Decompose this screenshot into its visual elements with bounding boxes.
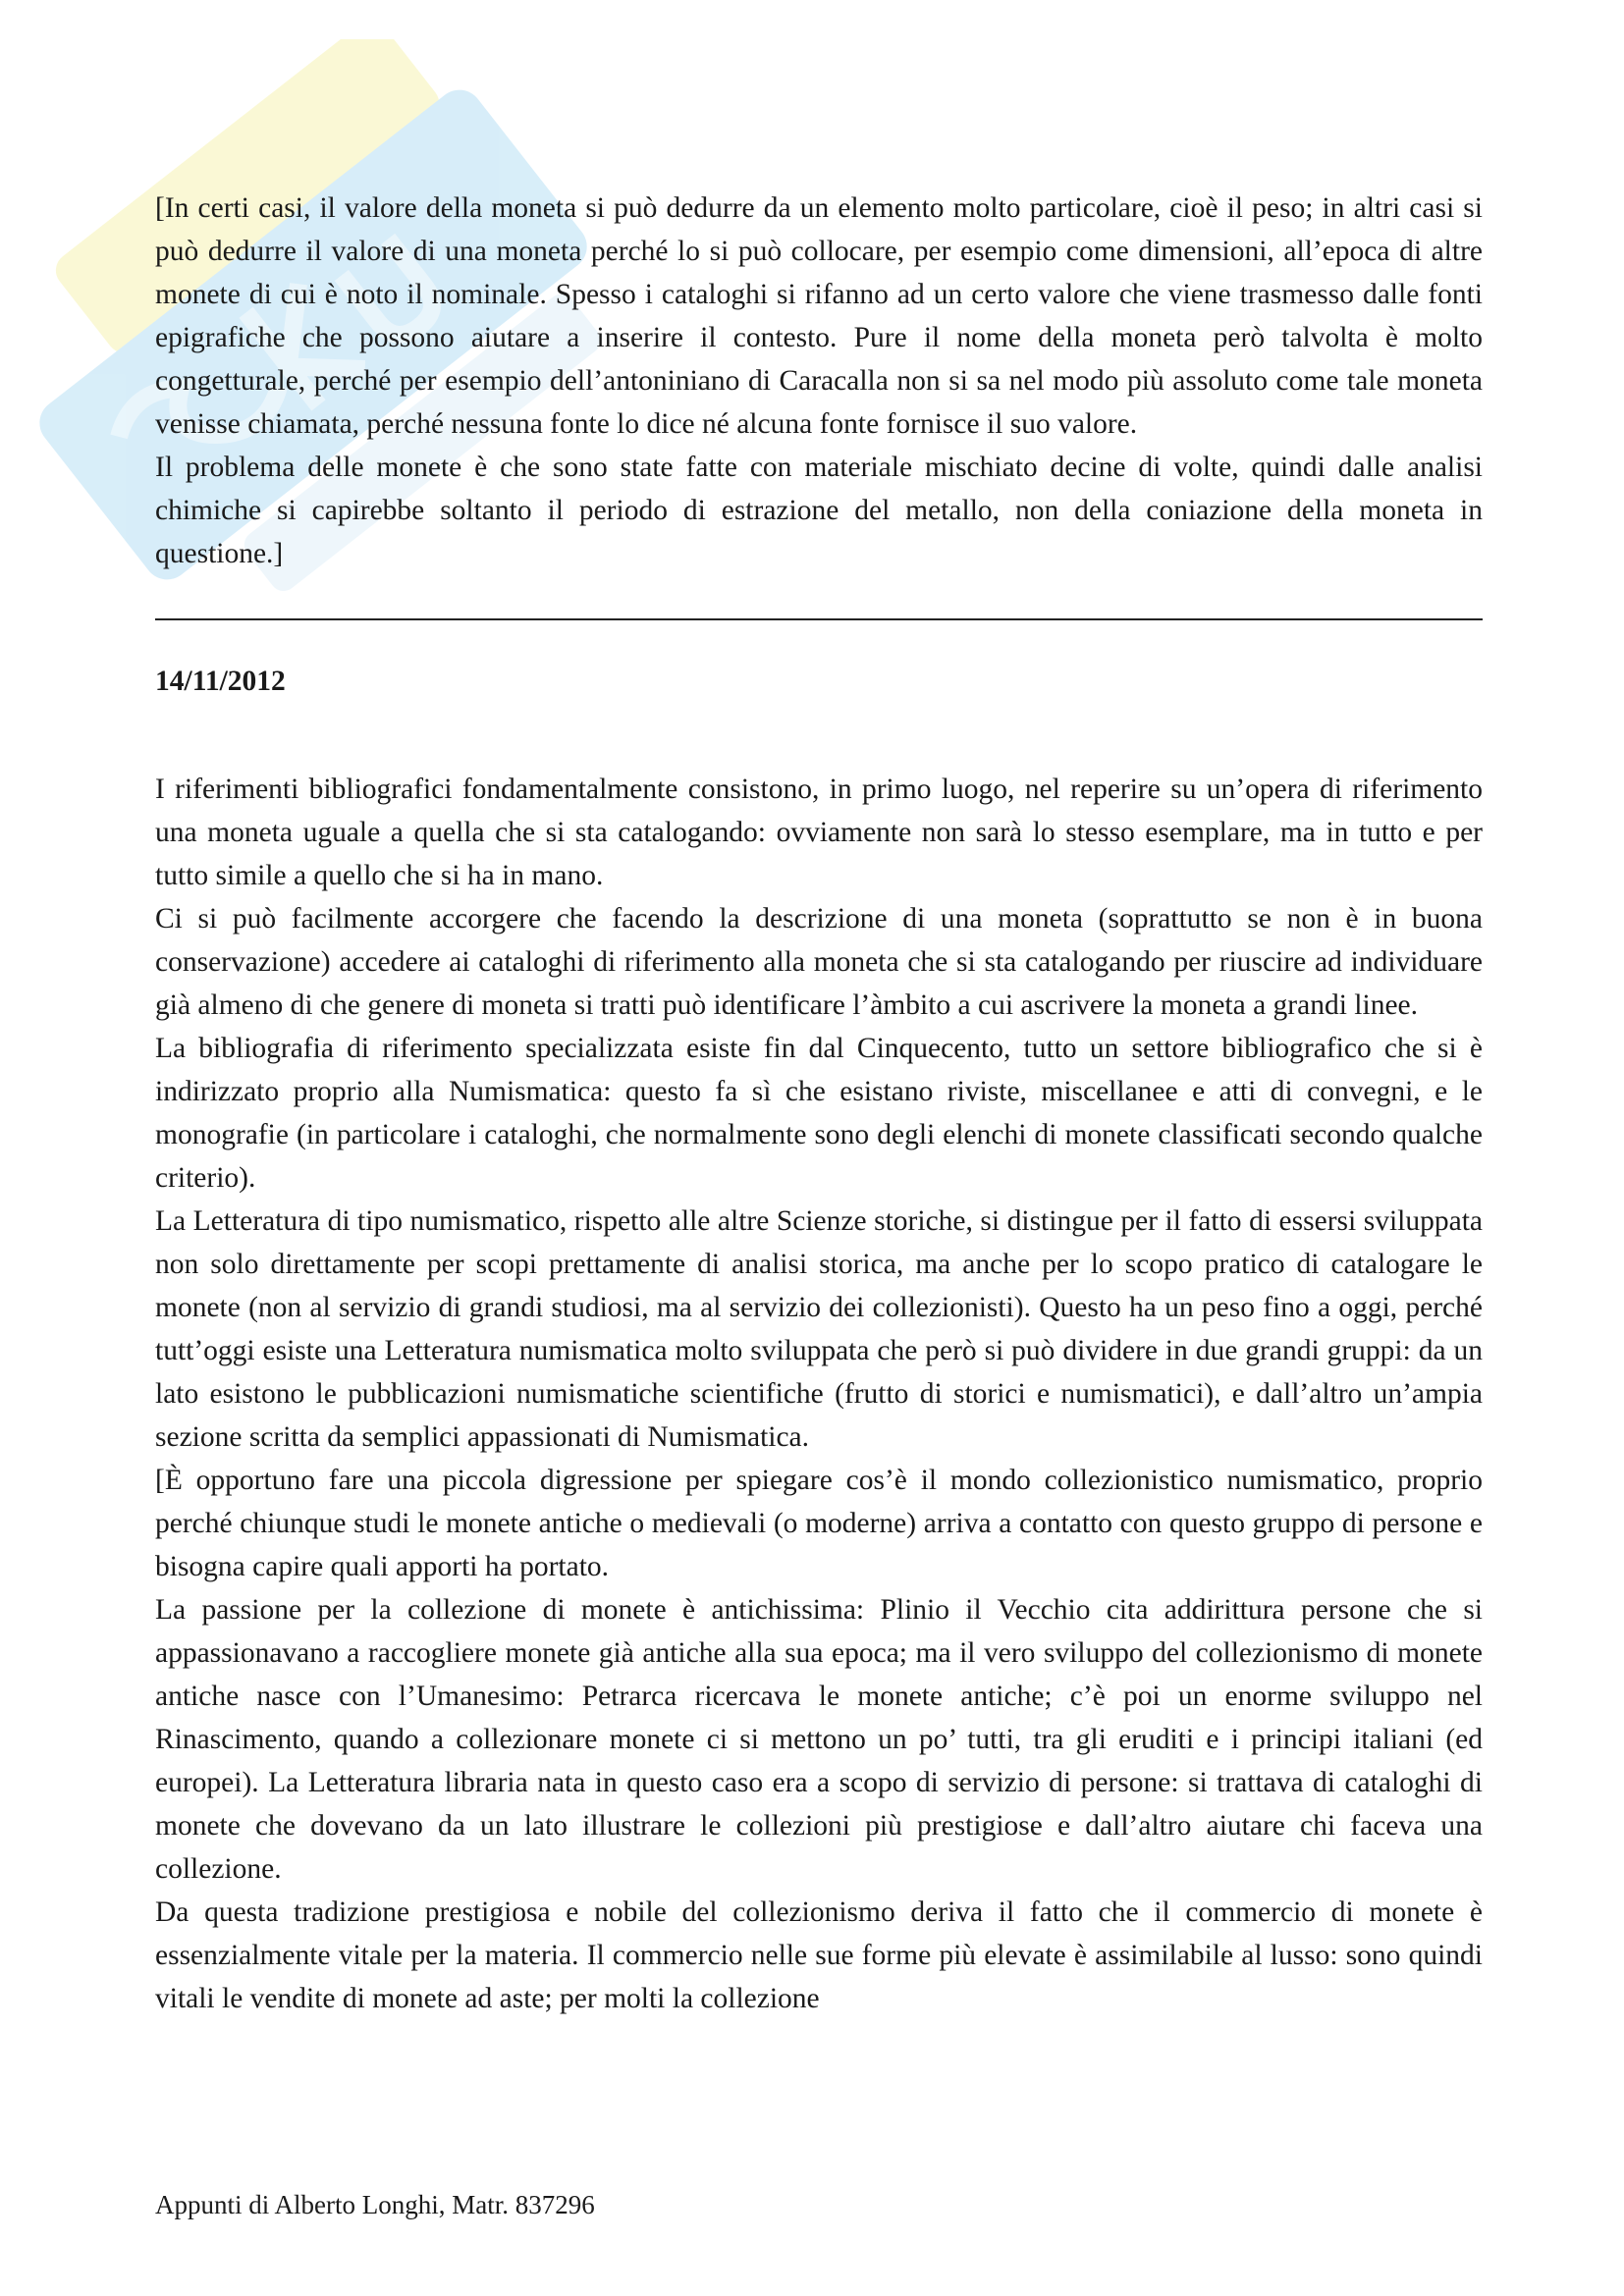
page-footer: Appunti di Alberto Longhi, Matr. 837296 (155, 2190, 595, 2219)
paragraph: La bibliografia di riferimento specializzata esiste fin dal Cinquecento, tutto un settore bibliografico che si è indirizzato proprio alla Numismatica: questo fa sì che esistano riviste, miscellanee e atti di convegni, e le monografie (in particolare i cataloghi, che normalmente sono degli elenchi di monete classificati secondo qualche criterio). (155, 1033, 1483, 1194)
paragraph: La Letteratura di tipo numismatico, rispetto alle altre Scienze storiche, si distingue per il fatto di essersi sviluppata non solo direttamente per scopi prettamente di analisi storica, ma anche per lo scopo pratico di catalogare le monete (non al servizio di grandi studiosi, ma al servizio dei collezionisti). Questo ha un peso fino a oggi, perché tutt’oggi esiste una Letteratura numismatica molto sviluppata che però si può dividere in due grandi gruppi: da un lato esistono le pubblicazioni numismatiche scientifiche (frutto di storici e numismatici), e dall’altro un’ampia sezione scritta da semplici appassionati di Numismatica. (155, 1205, 1483, 1453)
paragraph: Il problema delle monete è che sono state fatte con materiale mischiato decine di volte, quindi dalle analisi chimiche si capirebbe soltanto il periodo di estrazione del metallo, non della coniazione della moneta in questione.] (155, 452, 1483, 569)
paragraph: Ci si può facilmente accorgere che facendo la descrizione di una moneta (soprattutto se non è in buona conservazione) accedere ai cataloghi di riferimento alla moneta che si sta catalogando per riuscire ad individuare già almeno di che genere di moneta si tratti può identificare l’àmbito a cui ascrivere la moneta a grandi linee. (155, 903, 1483, 1021)
opening-section (155, 187, 1483, 575)
lecture-date: 14/11/2012 (155, 666, 286, 697)
paragraph: [È opportuno fare una piccola digressione per spiegare cos’è il mondo collezionistico numismatico, proprio perché chiunque studi le monete antiche o medievali (o moderne) arriva a contatto con questo gruppo di persone e bisogna capire quali apporti ha portato. (155, 1465, 1483, 1582)
paragraph: [In certi casi, il valore della moneta si può dedurre da un elemento molto particolare, cioè il peso; in altri casi si può dedurre il valore di una moneta perché lo si può collocare, per esempio come dimensioni, all’epoca di altre monete di cui è noto il nominale. Spesso i cataloghi si rifanno ad un certo valore che viene trasmesso dalle fonti epigrafiche che possono aiutare a inserire il contesto. Pure il nome della moneta però talvolta è molto congetturale, perché per esempio dell’antoniniano di Caracalla non si sa nel modo più assoluto come tale moneta venisse chiamata, perché nessuna fonte lo dice né alcuna fonte fornisce il suo valore. (155, 192, 1483, 440)
paragraph: I riferimenti bibliografici fondamentalmente consistono, in primo luogo, nel reperire su un’opera di riferimento una moneta uguale a quella che si sta catalogando: ovviamente non sarà lo stesso esemplare, ma in tutto e per tutto simile a quello che si ha in mano. (155, 774, 1483, 891)
page-content (155, 187, 1483, 2020)
lecture-section (155, 768, 1483, 2020)
paragraph: Da questa tradizione prestigiosa e nobile del collezionismo deriva il fatto che il commercio di monete è essenzialmente vitale per la materia. Il commercio nelle sue forme più elevate è assimilabile al lusso: sono quindi vitali le vendite di monete ad aste; per molti la collezione (155, 1896, 1483, 2014)
paragraph: La passione per la collezione di monete è antichissima: Plinio il Vecchio cita addirittura persone che si appassionavano a raccogliere monete già antiche alla sua epoca; ma il vero sviluppo del collezionismo di monete antiche nasce con l’Umanesimo: Petrarca ricercava le monete antiche; c’è poi un enorme sviluppo nel Rinascimento, quando a collezionare monete ci si mettono un po’ tutti, tra gli eruditi e i principi italiani (ed europei). La Letteratura libraria nata in questo caso era a scopo di servizio di persone: si trattava di cataloghi di monete che dovevano da un lato illustrare le collezioni più prestigiose e dall’altro aiutare chi faceva una collezione. (155, 1594, 1483, 1885)
horizontal-divider (155, 618, 1483, 620)
